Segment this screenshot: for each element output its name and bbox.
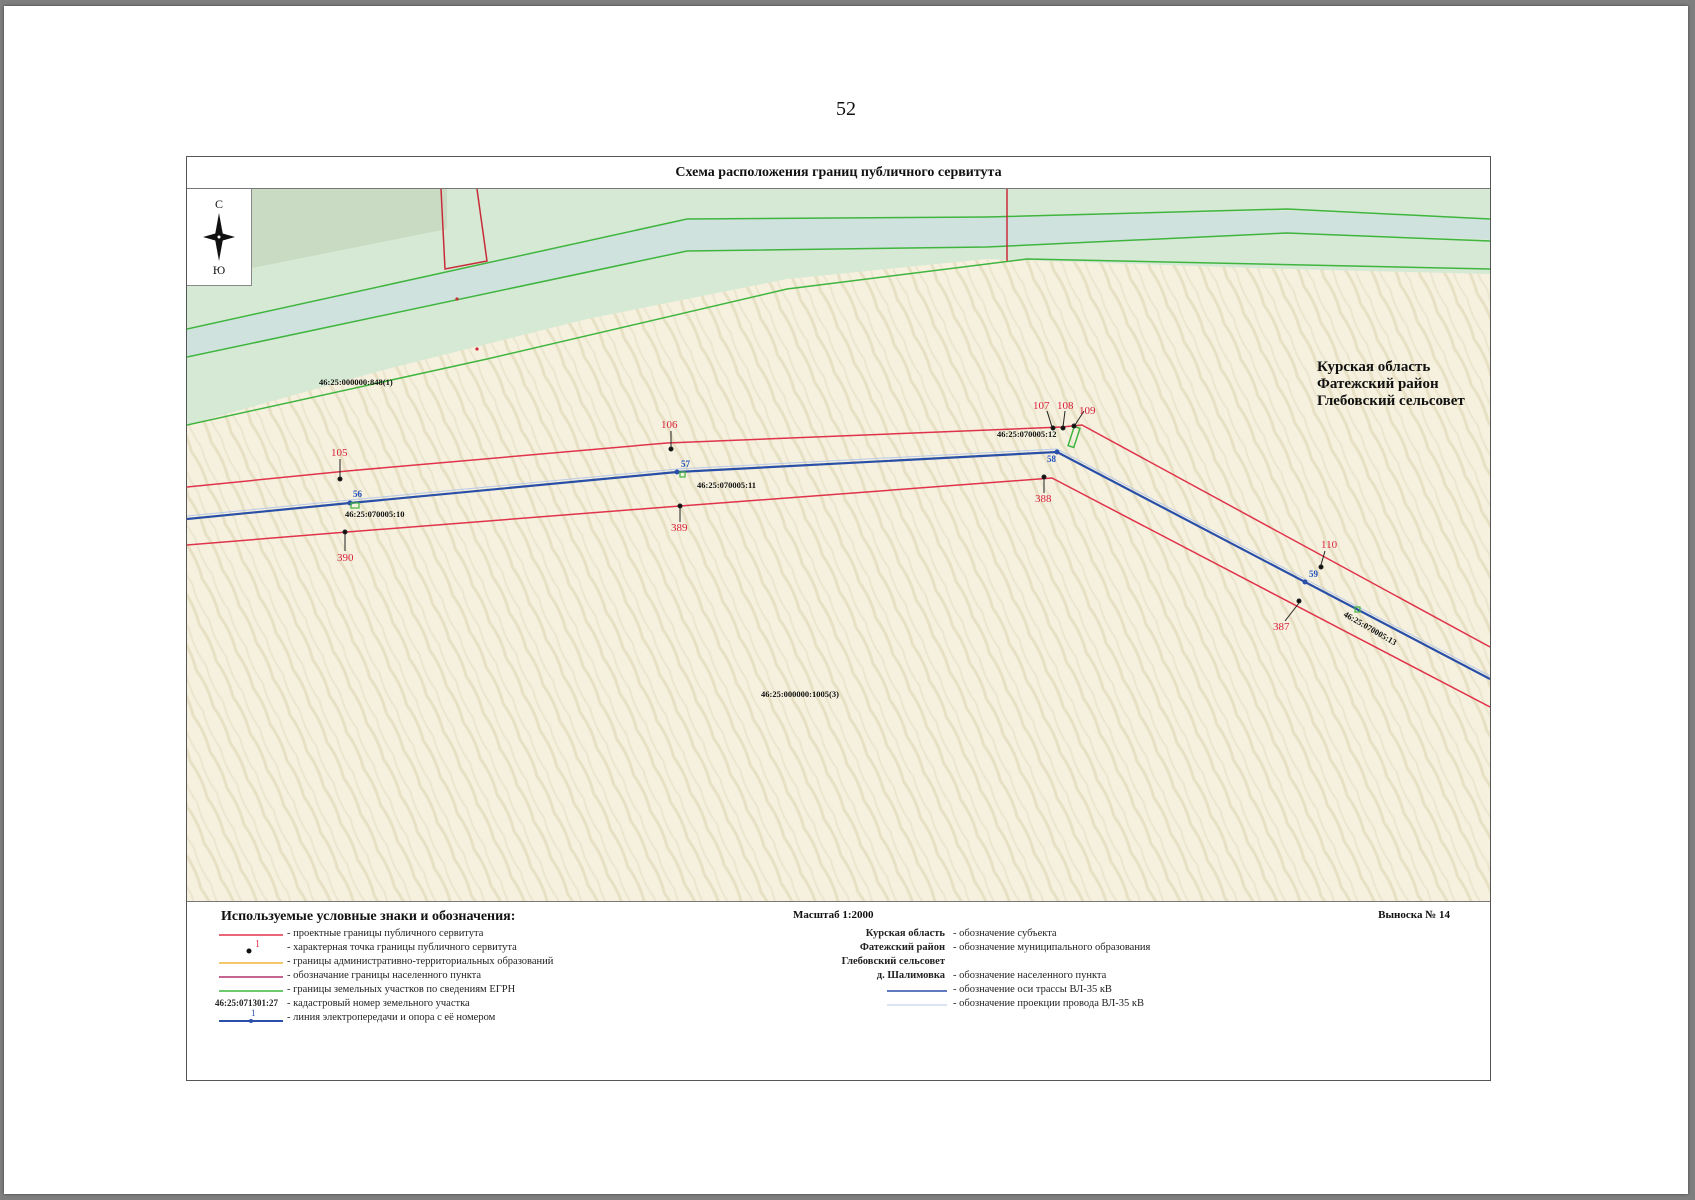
point-label: 106: [661, 419, 678, 431]
pylon-label: 58: [1047, 454, 1056, 464]
legend-item: - границы земельных участков по сведениям ЕГРН: [187, 985, 887, 998]
map-canvas: [187, 189, 1490, 901]
region-line: Глебовский сельсовет: [1317, 393, 1465, 409]
document-sheet: [4, 6, 1688, 1194]
legend-item: 46:25:071301:27 - кадастровый номер земельного участка: [215, 998, 470, 1009]
map-area[interactable]: [187, 189, 1490, 902]
cadastral-label: 46:25:070005:13: [1342, 609, 1399, 648]
cadastral-label: 46:25:070005:12: [997, 429, 1057, 439]
parcel-label: 46:25:000000:1005(3): [761, 689, 839, 699]
legend-item: Фатежский район - обозначение муниципального образования: [859, 942, 1151, 953]
point-label: 108: [1057, 400, 1074, 412]
point-label: 105: [331, 447, 348, 459]
legend-item: - обозначение проекции провода ВЛ-35 кВ: [187, 999, 1490, 1012]
pylon-label: 56: [353, 489, 362, 499]
cadastral-example: 46:25:071301:27: [215, 998, 278, 1008]
legend: [187, 901, 1490, 1080]
pylon-57: [675, 470, 680, 475]
region-line: Курская область: [1317, 359, 1431, 375]
legend-item: - обозначение оси трассы ВЛ-35 кВ: [187, 985, 1490, 998]
compass: [187, 189, 252, 286]
compass-north-label: С: [214, 197, 223, 211]
projection-line-symbol: [887, 999, 947, 1012]
compass-rose-icon: [203, 213, 235, 261]
point-label: 387: [1273, 621, 1290, 633]
map-frame: [186, 156, 1491, 1081]
pylon-59: [1303, 580, 1308, 585]
cadastral-label: 46:25:070005:10: [345, 509, 405, 519]
point-label: 388: [1035, 493, 1052, 505]
map-title: Схема расположения границ публичного сервитута: [187, 157, 1490, 189]
compass-south-label: Ю: [212, 263, 226, 277]
legend-item: - обозначание границы населенного пункта: [187, 971, 887, 984]
legend-item: Глебовский сельсовет: [841, 956, 945, 967]
point-label: 390: [337, 552, 354, 564]
page-number: 52: [836, 98, 856, 120]
legend-item: Курская область - обозначение субъекта: [865, 928, 1057, 939]
point-label: 109: [1079, 405, 1096, 417]
callout-number: Выноска № 14: [1378, 909, 1450, 921]
legend-item: д. Шалимовка - обозначение населенного пункта: [876, 970, 1107, 981]
point-label: 110: [1321, 539, 1338, 551]
legend-item: - границы административно-территориальных образований: [187, 957, 887, 970]
cadastral-label: 46:25:070005:11: [697, 480, 757, 490]
point-symbol-label: 1: [255, 939, 260, 950]
pylon-label: 59: [1309, 569, 1318, 579]
map-scale: Масштаб 1:2000: [793, 909, 874, 921]
parcel-label: 46:25:000000:848(1): [319, 377, 393, 387]
pylon-label: 57: [681, 459, 690, 469]
pylon-symbol-label: 1: [251, 1008, 256, 1018]
legend-title: Используемые условные знаки и обозначения:: [221, 909, 516, 924]
legend-item: - проектные границы публичного сервитута: [187, 929, 887, 942]
legend-item: 1 - характерная точка границы публичного сервитута: [187, 943, 887, 956]
legend-item: 1 - линия электропередачи и опора с её номером: [187, 1013, 887, 1026]
point-label: 389: [671, 522, 688, 534]
axis-line-symbol: [887, 985, 947, 998]
region-line: Фатежский район: [1317, 376, 1439, 392]
point-label: 107: [1033, 400, 1050, 412]
region-label: [1317, 359, 1465, 410]
